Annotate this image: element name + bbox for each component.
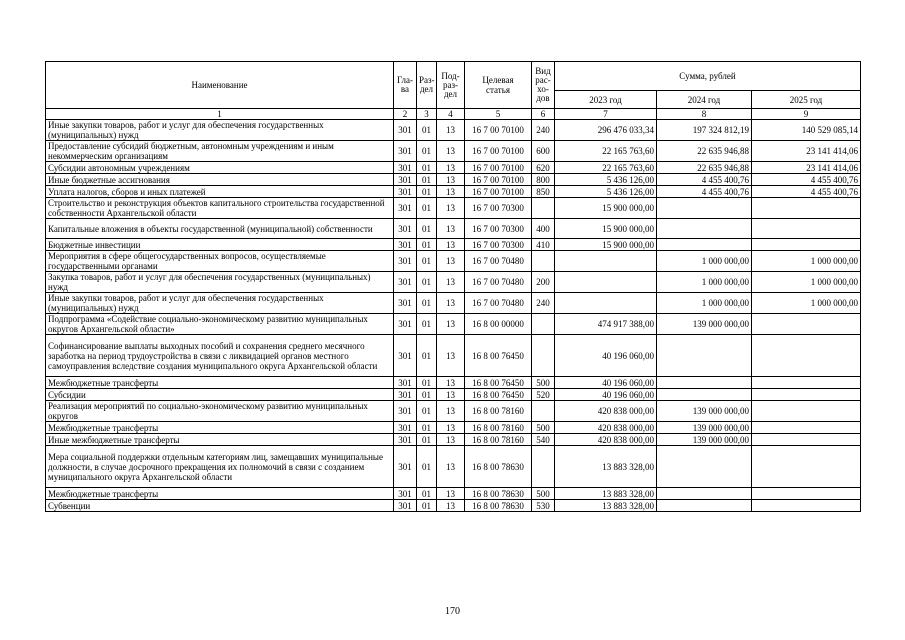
row-podrazdel: 13 [437,377,465,389]
row-amount-2024 [657,377,752,389]
row-glava: 301 [394,389,417,401]
row-amount-2024 [657,219,752,239]
row-vid-rashodov: 600 [532,141,555,162]
row-glava: 301 [394,446,417,488]
table-row [46,174,861,186]
row-glava: 301 [394,141,417,162]
row-amount-2023: 13 883 328,00 [555,446,657,488]
row-name: Подпрограмма «Содействие социально-экономическому развитию муниципальных округов Архангельской области» [46,314,394,335]
row-amount-2023: 40 196 060,00 [555,389,657,401]
row-amount-2025 [752,377,861,389]
row-amount-2025 [752,219,861,239]
row-razdel: 01 [417,239,437,251]
row-name: Софинансирование выплаты выходных пособий и сохранения среднего месячного заработка на период трудоустройства в связи с ликвидацией органов местного самоуправления вследствие создания муниципального округа Архангельской области [46,335,394,377]
row-razdel: 01 [417,335,437,377]
row-razdel: 01 [417,141,437,162]
row-vid-rashodov [532,401,555,422]
row-podrazdel: 13 [437,446,465,488]
row-tselevaya-statya: 16 8 00 76450 [465,377,532,389]
row-name: Мера социальной поддержки отдельным категориям лиц, замещавших муниципальные должности, в случае досрочного прекращения их полномочий в связи с созданием муниципального округа Архангельской области [46,446,394,488]
row-glava: 301 [394,239,417,251]
col-header-name: Наименование [46,62,394,109]
table-row [46,239,861,251]
table-row [46,198,861,219]
row-tselevaya-statya: 16 7 00 70300 [465,198,532,219]
row-amount-2024: 1 000 000,00 [657,251,752,272]
row-amount-2024: 4 455 400,76 [657,174,752,186]
row-amount-2024: 1 000 000,00 [657,293,752,314]
row-amount-2025: 1 000 000,00 [752,293,861,314]
table-row [46,422,861,434]
row-amount-2023: 5 436 126,00 [555,186,657,198]
col-header-2023: 2023 год [555,91,657,109]
row-amount-2025: 23 141 414,06 [752,141,861,162]
row-amount-2025 [752,446,861,488]
header-row [46,62,861,91]
row-amount-2023: 5 436 126,00 [555,174,657,186]
row-amount-2023: 474 917 388,00 [555,314,657,335]
column-number: 7 [555,109,657,120]
row-razdel: 01 [417,293,437,314]
row-glava: 301 [394,401,417,422]
row-name: Мероприятия в сфере общегосударственных вопросов, осуществляемые государственными органами [46,251,394,272]
row-amount-2024: 139 000 000,00 [657,314,752,335]
row-glava: 301 [394,162,417,174]
row-amount-2023: 13 883 328,00 [555,488,657,500]
row-name: Строительство и реконструкция объектов капитального строительства государственной собственности Архангельской области [46,198,394,219]
row-amount-2023: 22 165 763,60 [555,162,657,174]
row-amount-2023 [555,251,657,272]
row-podrazdel: 13 [437,314,465,335]
table-row [46,377,861,389]
row-name: Капитальные вложения в объекты государственной (муниципальной) собственности [46,219,394,239]
column-number: 5 [465,109,532,120]
row-tselevaya-statya: 16 8 00 76450 [465,335,532,377]
column-number: 2 [394,109,417,120]
row-amount-2025 [752,239,861,251]
row-tselevaya-statya: 16 7 00 70100 [465,120,532,141]
row-vid-rashodov: 620 [532,162,555,174]
row-name: Предоставление субсидий бюджетным, автономным учреждениям и иным некоммерческим организациям [46,141,394,162]
row-razdel: 01 [417,377,437,389]
row-podrazdel: 13 [437,120,465,141]
row-tselevaya-statya: 16 7 00 70480 [465,272,532,293]
row-tselevaya-statya: 16 8 00 78160 [465,422,532,434]
row-razdel: 01 [417,120,437,141]
row-amount-2023 [555,293,657,314]
row-razdel: 01 [417,219,437,239]
row-amount-2025: 1 000 000,00 [752,272,861,293]
row-name: Межбюджетные трансферты [46,422,394,434]
col-header-summa: Сумма, рублей [555,62,861,91]
row-glava: 301 [394,293,417,314]
row-tselevaya-statya: 16 8 00 76450 [465,389,532,401]
row-razdel: 01 [417,314,437,335]
row-name: Субвенции [46,500,394,512]
row-amount-2024: 22 635 946,88 [657,141,752,162]
row-amount-2024: 22 635 946,88 [657,162,752,174]
row-amount-2023: 13 883 328,00 [555,500,657,512]
row-amount-2025 [752,434,861,446]
row-amount-2024 [657,488,752,500]
row-amount-2023: 40 196 060,00 [555,377,657,389]
table-row [46,272,861,293]
row-vid-rashodov [532,446,555,488]
table-row [46,488,861,500]
column-number: 3 [417,109,437,120]
row-name: Иные закупки товаров, работ и услуг для обеспечения государственных (муниципальных) нужд [46,293,394,314]
row-amount-2024 [657,389,752,401]
row-amount-2023 [555,272,657,293]
row-tselevaya-statya: 16 8 00 78630 [465,446,532,488]
row-glava: 301 [394,500,417,512]
row-tselevaya-statya: 16 7 00 70300 [465,239,532,251]
row-amount-2024: 139 000 000,00 [657,422,752,434]
row-tselevaya-statya: 16 7 00 70100 [465,162,532,174]
row-amount-2025 [752,314,861,335]
row-podrazdel: 13 [437,272,465,293]
row-tselevaya-statya: 16 8 00 78160 [465,434,532,446]
row-razdel: 01 [417,401,437,422]
table-row [46,446,861,488]
row-razdel: 01 [417,422,437,434]
row-amount-2023: 15 900 000,00 [555,198,657,219]
table-body [46,120,861,512]
row-tselevaya-statya: 16 7 00 70480 [465,293,532,314]
row-glava: 301 [394,422,417,434]
row-amount-2025 [752,389,861,401]
row-vid-rashodov: 240 [532,293,555,314]
row-name: Уплата налогов, сборов и иных платежей [46,186,394,198]
row-podrazdel: 13 [437,239,465,251]
row-amount-2025 [752,500,861,512]
row-vid-rashodov [532,335,555,377]
row-name: Реализация мероприятий по социально-экономическому развитию муниципальных округов [46,401,394,422]
column-number: 1 [46,109,394,120]
row-podrazdel: 13 [437,251,465,272]
row-name: Бюджетные инвестиции [46,239,394,251]
row-amount-2025 [752,335,861,377]
row-name: Иные закупки товаров, работ и услуг для обеспечения государственных (муниципальных) нужд [46,120,394,141]
table-row [46,314,861,335]
row-tselevaya-statya: 16 8 00 78630 [465,488,532,500]
row-amount-2024: 197 324 812,19 [657,120,752,141]
row-glava: 301 [394,488,417,500]
row-razdel: 01 [417,500,437,512]
row-amount-2024 [657,335,752,377]
row-amount-2023: 420 838 000,00 [555,401,657,422]
col-header-vid-rashodov: Вид рас- хо- дов [532,62,555,109]
row-tselevaya-statya: 16 7 00 70300 [465,219,532,239]
row-amount-2023: 22 165 763,60 [555,141,657,162]
row-name: Иные бюджетные ассигнования [46,174,394,186]
row-vid-rashodov: 400 [532,219,555,239]
row-podrazdel: 13 [437,422,465,434]
row-amount-2023: 420 838 000,00 [555,422,657,434]
row-name: Межбюджетные трансферты [46,488,394,500]
row-glava: 301 [394,198,417,219]
row-amount-2024 [657,198,752,219]
table-row [46,186,861,198]
column-number: 9 [752,109,861,120]
row-name: Закупка товаров, работ и услуг для обеспечения государственных (муниципальных) нужд [46,272,394,293]
table-row [46,500,861,512]
row-amount-2025 [752,198,861,219]
row-amount-2025: 4 455 400,76 [752,174,861,186]
row-name: Субсидии [46,389,394,401]
row-amount-2025: 23 141 414,06 [752,162,861,174]
row-vid-rashodov [532,314,555,335]
row-amount-2023: 40 196 060,00 [555,335,657,377]
row-amount-2024 [657,446,752,488]
row-podrazdel: 13 [437,434,465,446]
row-razdel: 01 [417,162,437,174]
row-vid-rashodov: 500 [532,488,555,500]
row-podrazdel: 13 [437,500,465,512]
row-vid-rashodov [532,198,555,219]
table-row [46,162,861,174]
row-name: Субсидии автономным учреждениям [46,162,394,174]
row-podrazdel: 13 [437,389,465,401]
row-vid-rashodov: 200 [532,272,555,293]
row-vid-rashodov: 540 [532,434,555,446]
row-podrazdel: 13 [437,174,465,186]
table-row [46,335,861,377]
row-tselevaya-statya: 16 8 00 78160 [465,401,532,422]
row-vid-rashodov: 500 [532,377,555,389]
row-glava: 301 [394,272,417,293]
row-vid-rashodov: 530 [532,500,555,512]
row-razdel: 01 [417,389,437,401]
row-razdel: 01 [417,446,437,488]
row-tselevaya-statya: 16 8 00 00000 [465,314,532,335]
row-razdel: 01 [417,434,437,446]
table-row [46,389,861,401]
table-row [46,401,861,422]
row-glava: 301 [394,251,417,272]
row-tselevaya-statya: 16 8 00 78630 [465,500,532,512]
table-row [46,120,861,141]
row-glava: 301 [394,219,417,239]
table-row [46,219,861,239]
col-header-2025: 2025 год [752,91,861,109]
row-amount-2023: 15 900 000,00 [555,219,657,239]
row-amount-2025: 4 455 400,76 [752,186,861,198]
col-header-razdel: Раз- дел [417,62,437,109]
row-amount-2024: 139 000 000,00 [657,401,752,422]
col-header-podrazdel: Под- раз- дел [437,62,465,109]
row-glava: 301 [394,174,417,186]
row-razdel: 01 [417,272,437,293]
col-header-tselevaya-statya: Целевая статья [465,62,532,109]
row-tselevaya-statya: 16 7 00 70480 [465,251,532,272]
row-glava: 301 [394,120,417,141]
row-amount-2024: 139 000 000,00 [657,434,752,446]
row-glava: 301 [394,314,417,335]
row-podrazdel: 13 [437,141,465,162]
row-name: Иные межбюджетные трансферты [46,434,394,446]
column-number: 8 [657,109,752,120]
row-glava: 301 [394,186,417,198]
row-razdel: 01 [417,174,437,186]
row-podrazdel: 13 [437,293,465,314]
table-row [46,434,861,446]
col-header-glava: Гла- ва [394,62,417,109]
row-podrazdel: 13 [437,219,465,239]
row-podrazdel: 13 [437,162,465,174]
row-vid-rashodov: 520 [532,389,555,401]
row-amount-2023: 15 900 000,00 [555,239,657,251]
row-podrazdel: 13 [437,198,465,219]
column-number: 4 [437,109,465,120]
table-row [46,251,861,272]
row-vid-rashodov: 500 [532,422,555,434]
row-amount-2023: 296 476 033,34 [555,120,657,141]
row-tselevaya-statya: 16 7 00 70100 [465,141,532,162]
row-amount-2024: 4 455 400,76 [657,186,752,198]
row-amount-2025 [752,422,861,434]
column-number: 6 [532,109,555,120]
row-vid-rashodov: 850 [532,186,555,198]
row-amount-2023: 420 838 000,00 [555,434,657,446]
row-vid-rashodov: 800 [532,174,555,186]
row-podrazdel: 13 [437,186,465,198]
page-number: 170 [445,606,460,617]
row-vid-rashodov: 240 [532,120,555,141]
row-amount-2024 [657,239,752,251]
row-vid-rashodov [532,251,555,272]
row-amount-2025 [752,488,861,500]
column-number-row [46,109,861,120]
row-amount-2025: 140 529 085,14 [752,120,861,141]
row-razdel: 01 [417,488,437,500]
row-glava: 301 [394,335,417,377]
row-podrazdel: 13 [437,335,465,377]
table-row [46,293,861,314]
row-amount-2025: 1 000 000,00 [752,251,861,272]
row-razdel: 01 [417,251,437,272]
row-podrazdel: 13 [437,488,465,500]
table-row [46,141,861,162]
row-vid-rashodov: 410 [532,239,555,251]
row-podrazdel: 13 [437,401,465,422]
row-amount-2025 [752,401,861,422]
row-amount-2024: 1 000 000,00 [657,272,752,293]
row-tselevaya-statya: 16 7 00 70100 [465,174,532,186]
row-tselevaya-statya: 16 7 00 70100 [465,186,532,198]
row-glava: 301 [394,434,417,446]
col-header-2024: 2024 год [657,91,752,109]
row-glava: 301 [394,377,417,389]
row-name: Межбюджетные трансферты [46,377,394,389]
row-amount-2024 [657,500,752,512]
row-razdel: 01 [417,198,437,219]
row-razdel: 01 [417,186,437,198]
budget-table [45,61,861,512]
